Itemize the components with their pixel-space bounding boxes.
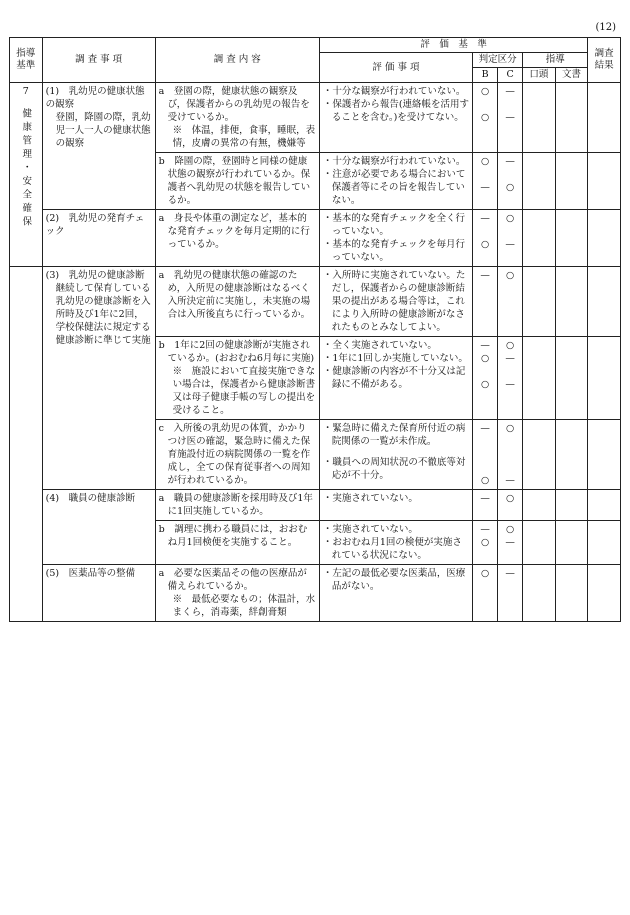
judge-mark: ○ bbox=[480, 112, 490, 123]
inspection-table bbox=[9, 37, 621, 622]
eval-cell bbox=[319, 83, 472, 153]
eval-cell bbox=[319, 153, 472, 210]
judge-mark: — bbox=[505, 156, 515, 167]
eval-cell bbox=[319, 337, 472, 420]
written-cell bbox=[555, 565, 588, 622]
judge-b-cell bbox=[473, 83, 498, 153]
judge-mark: — bbox=[505, 112, 515, 123]
judge-c-cell bbox=[498, 565, 523, 622]
chapter-cell bbox=[10, 83, 43, 267]
content-text: a 必要な医薬品その他の医療品が備えられているか。 bbox=[158, 568, 307, 592]
judge-c-cell bbox=[498, 267, 523, 337]
written-cell bbox=[555, 420, 588, 490]
oral-cell bbox=[523, 490, 556, 521]
judge-b-cell bbox=[473, 153, 498, 210]
eval-text: ・健康診断の内容が不十分又は記録に不備がある。 bbox=[322, 366, 466, 390]
eval-text: ・実施されていない。 bbox=[322, 524, 418, 535]
judge-mark: — bbox=[505, 239, 515, 250]
item-title: (2) 乳幼児の発育チェック bbox=[45, 213, 145, 237]
item-cell bbox=[42, 83, 155, 210]
eval-text: ・十分な観察が行われていない。 bbox=[322, 156, 466, 167]
oral-cell bbox=[523, 153, 556, 210]
eval-text: ・基本的な発育チェックを毎月行っていない。 bbox=[322, 239, 466, 263]
eval-cell bbox=[319, 267, 472, 337]
header-eval-group: 評 価 基 準 bbox=[319, 38, 588, 53]
judge-mark: — bbox=[480, 493, 490, 504]
eval-text: ・十分な観察が行われていない。 bbox=[322, 86, 466, 97]
content-text: c 入所後の乳幼児の体質，かかりつけ医の確認，緊急時に備えた保育施設付近の病院関係の一覧を作成し，全ての保育従事者への周知が行われているか。 bbox=[158, 423, 311, 486]
judge-mark: ○ bbox=[505, 423, 515, 434]
judge-mark: — bbox=[480, 182, 490, 193]
table-header bbox=[10, 38, 621, 83]
content-text: a 乳幼児の健康状態の確認のため，入所児の健康診断はなるべく入所決定前に実施し，未実施の場合は入所後直ちに行っているか。 bbox=[158, 270, 311, 320]
content-note: ※ 体温，排便，食事，睡眠，表情，皮膚の異常の有無，機嫌等 bbox=[172, 125, 316, 149]
judge-mark: ○ bbox=[505, 213, 515, 224]
header-oral: 口頭 bbox=[523, 68, 556, 83]
item-detail: 登園，降園の際，乳幼児一人一人の健康状態の観察 bbox=[55, 112, 151, 149]
result-cell bbox=[588, 565, 621, 622]
content-cell bbox=[155, 565, 319, 622]
judge-b-cell bbox=[473, 210, 498, 267]
judge-mark: — bbox=[505, 379, 515, 390]
oral-cell bbox=[523, 420, 556, 490]
table-row bbox=[10, 83, 621, 153]
result-cell bbox=[588, 420, 621, 490]
eval-text: ・基本的な発育チェックを全く行っていない。 bbox=[322, 213, 466, 237]
content-text: b 調理に携わる職員には，おおむね月1回検便を実施すること。 bbox=[158, 524, 308, 548]
oral-cell bbox=[523, 521, 556, 565]
judge-mark: — bbox=[480, 270, 490, 281]
content-text: b 降園の際，登園時と同様の健康状態の観察が行われているか。保護者へ乳幼児の状態を報告しているか。 bbox=[158, 156, 311, 206]
oral-cell bbox=[523, 337, 556, 420]
content-cell bbox=[155, 267, 319, 337]
result-cell bbox=[588, 490, 621, 521]
content-cell bbox=[155, 490, 319, 521]
judge-mark: — bbox=[480, 213, 490, 224]
judge-c-cell bbox=[498, 521, 523, 565]
written-cell bbox=[555, 153, 588, 210]
eval-cell bbox=[319, 565, 472, 622]
eval-cell bbox=[319, 210, 472, 267]
result-cell bbox=[588, 267, 621, 337]
header-b: B bbox=[473, 68, 498, 83]
eval-text: ・左記の最低必要な医薬品，医療品がない。 bbox=[322, 568, 466, 592]
eval-text: ・注意が必要である場合において保護者等にその旨を報告していない。 bbox=[322, 169, 466, 206]
judge-mark: ○ bbox=[505, 182, 515, 193]
table-row bbox=[10, 490, 621, 521]
chapter-number: 7 bbox=[22, 86, 29, 97]
judge-c-cell bbox=[498, 83, 523, 153]
header-result: 調査結果 bbox=[588, 38, 621, 83]
judge-mark: — bbox=[505, 475, 515, 486]
table-row bbox=[10, 267, 621, 337]
table-row bbox=[10, 565, 621, 622]
written-cell bbox=[555, 337, 588, 420]
judge-c-cell bbox=[498, 337, 523, 420]
judge-mark: ○ bbox=[505, 493, 515, 504]
judge-b-cell bbox=[473, 490, 498, 521]
content-note: ※ 施設において直接実施できない場合は，保護者から健康診断書又は母子健康手帳の写しの提出を受けること。 bbox=[172, 366, 316, 416]
result-cell bbox=[588, 83, 621, 153]
eval-text: ・職員への周知状況の不徹底等対応が不十分。 bbox=[322, 457, 466, 481]
result-cell bbox=[588, 210, 621, 267]
judge-b-cell bbox=[473, 420, 498, 490]
eval-text: ・実施されていない。 bbox=[322, 493, 418, 504]
judge-c-cell bbox=[498, 153, 523, 210]
eval-text: ・緊急時に備えた保育所付近の病院関係の一覧が未作成。 bbox=[322, 423, 466, 447]
header-guidance: 指導 bbox=[523, 53, 588, 68]
item-title: (3) 乳幼児の健康診断 bbox=[45, 270, 145, 281]
judge-mark: ○ bbox=[480, 568, 490, 579]
result-cell bbox=[588, 153, 621, 210]
eval-cell bbox=[319, 420, 472, 490]
eval-text: ・全く実施されていない。 bbox=[322, 340, 437, 351]
judge-mark: — bbox=[505, 568, 515, 579]
eval-text: ・1年に1回しか実施していない。 bbox=[322, 353, 468, 364]
content-text: a 職員の健康診断を採用時及び1年に1回実施しているか。 bbox=[158, 493, 313, 517]
written-cell bbox=[555, 521, 588, 565]
oral-cell bbox=[523, 267, 556, 337]
content-cell bbox=[155, 153, 319, 210]
eval-text: ・入所時に実施されていない。ただし，保護者からの健康診断結果の提出がある場合等は，これにより入所時の健康診断がなされたものとみなしてよい。 bbox=[322, 270, 466, 333]
judge-mark: ○ bbox=[480, 239, 490, 250]
judge-mark: — bbox=[480, 340, 490, 351]
content-cell bbox=[155, 420, 319, 490]
result-cell bbox=[588, 337, 621, 420]
written-cell bbox=[555, 267, 588, 337]
written-cell bbox=[555, 210, 588, 267]
judge-mark: — bbox=[505, 86, 515, 97]
item-cell bbox=[42, 210, 155, 267]
item-title: (1) 乳幼児の健康状態の観察 bbox=[45, 86, 145, 110]
header-c: C bbox=[498, 68, 523, 83]
header-written: 文書 bbox=[555, 68, 588, 83]
content-text: a 身長や体重の測定など，基本的な発育チェックを毎月定期的に行っているか。 bbox=[158, 213, 310, 250]
chapter-continuation-cell bbox=[10, 267, 43, 622]
header-eval-item: 評 価 事 項 bbox=[319, 53, 472, 83]
oral-cell bbox=[523, 210, 556, 267]
oral-cell bbox=[523, 565, 556, 622]
item-cell bbox=[42, 565, 155, 622]
result-cell bbox=[588, 521, 621, 565]
header-content: 調 査 内 容 bbox=[155, 38, 319, 83]
judge-b-cell bbox=[473, 565, 498, 622]
content-cell bbox=[155, 210, 319, 267]
item-title: (4) 職員の健康診断 bbox=[45, 493, 136, 504]
written-cell bbox=[555, 490, 588, 521]
eval-cell bbox=[319, 521, 472, 565]
chapter-title: 健康管理・安全確保 bbox=[20, 108, 32, 230]
judge-mark: — bbox=[505, 537, 515, 548]
judge-mark: ○ bbox=[480, 156, 490, 167]
eval-text: ・保護者から報告(連絡帳を活用することを含む。)を受けてない。 bbox=[322, 99, 470, 123]
content-cell bbox=[155, 521, 319, 565]
header-item: 調 査 事 項 bbox=[42, 38, 155, 83]
judge-mark: ○ bbox=[480, 379, 490, 390]
item-cell bbox=[42, 490, 155, 565]
judge-mark: ○ bbox=[480, 353, 490, 364]
header-standard: 指導基準 bbox=[10, 38, 43, 83]
judge-mark: ○ bbox=[480, 537, 490, 548]
content-text: a 登園の際，健康状態の観察及び，保護者からの乳幼児の報告を受けているか。 bbox=[158, 86, 310, 123]
judge-mark: — bbox=[480, 423, 490, 434]
eval-text: ・おおむね月1回の検便が実施されている状況にない。 bbox=[322, 537, 462, 561]
written-cell bbox=[555, 83, 588, 153]
item-detail: 継続して保育している乳幼児の健康診断を入所時及び1年に2回，学校保健法に規定する健康診断に準じて実施 bbox=[55, 283, 151, 346]
header-judge: 判定区分 bbox=[473, 53, 523, 68]
judge-c-cell bbox=[498, 210, 523, 267]
judge-b-cell bbox=[473, 337, 498, 420]
judge-b-cell bbox=[473, 267, 498, 337]
judge-c-cell bbox=[498, 420, 523, 490]
judge-mark: ○ bbox=[480, 86, 490, 97]
judge-mark: — bbox=[505, 353, 515, 364]
item-title: (5) 医薬品等の整備 bbox=[45, 568, 136, 579]
judge-mark: ○ bbox=[480, 475, 490, 486]
eval-cell bbox=[319, 490, 472, 521]
judge-mark: ○ bbox=[505, 270, 515, 281]
content-cell bbox=[155, 83, 319, 153]
content-text: b 1年に2回の健康診断が実施されているか。(おおむね6月毎に実施) bbox=[158, 340, 315, 364]
oral-cell bbox=[523, 83, 556, 153]
content-note: ※ 最低必要なもの；体温計，水まくら，消毒薬，絆創膏類 bbox=[172, 594, 316, 618]
content-cell bbox=[155, 337, 319, 420]
judge-c-cell bbox=[498, 490, 523, 521]
judge-mark: ○ bbox=[505, 340, 515, 351]
table-row bbox=[10, 210, 621, 267]
judge-mark: ○ bbox=[505, 524, 515, 535]
item-cell bbox=[42, 267, 155, 490]
judge-b-cell bbox=[473, 521, 498, 565]
page-number: (12) bbox=[595, 22, 616, 33]
judge-mark: — bbox=[480, 524, 490, 535]
